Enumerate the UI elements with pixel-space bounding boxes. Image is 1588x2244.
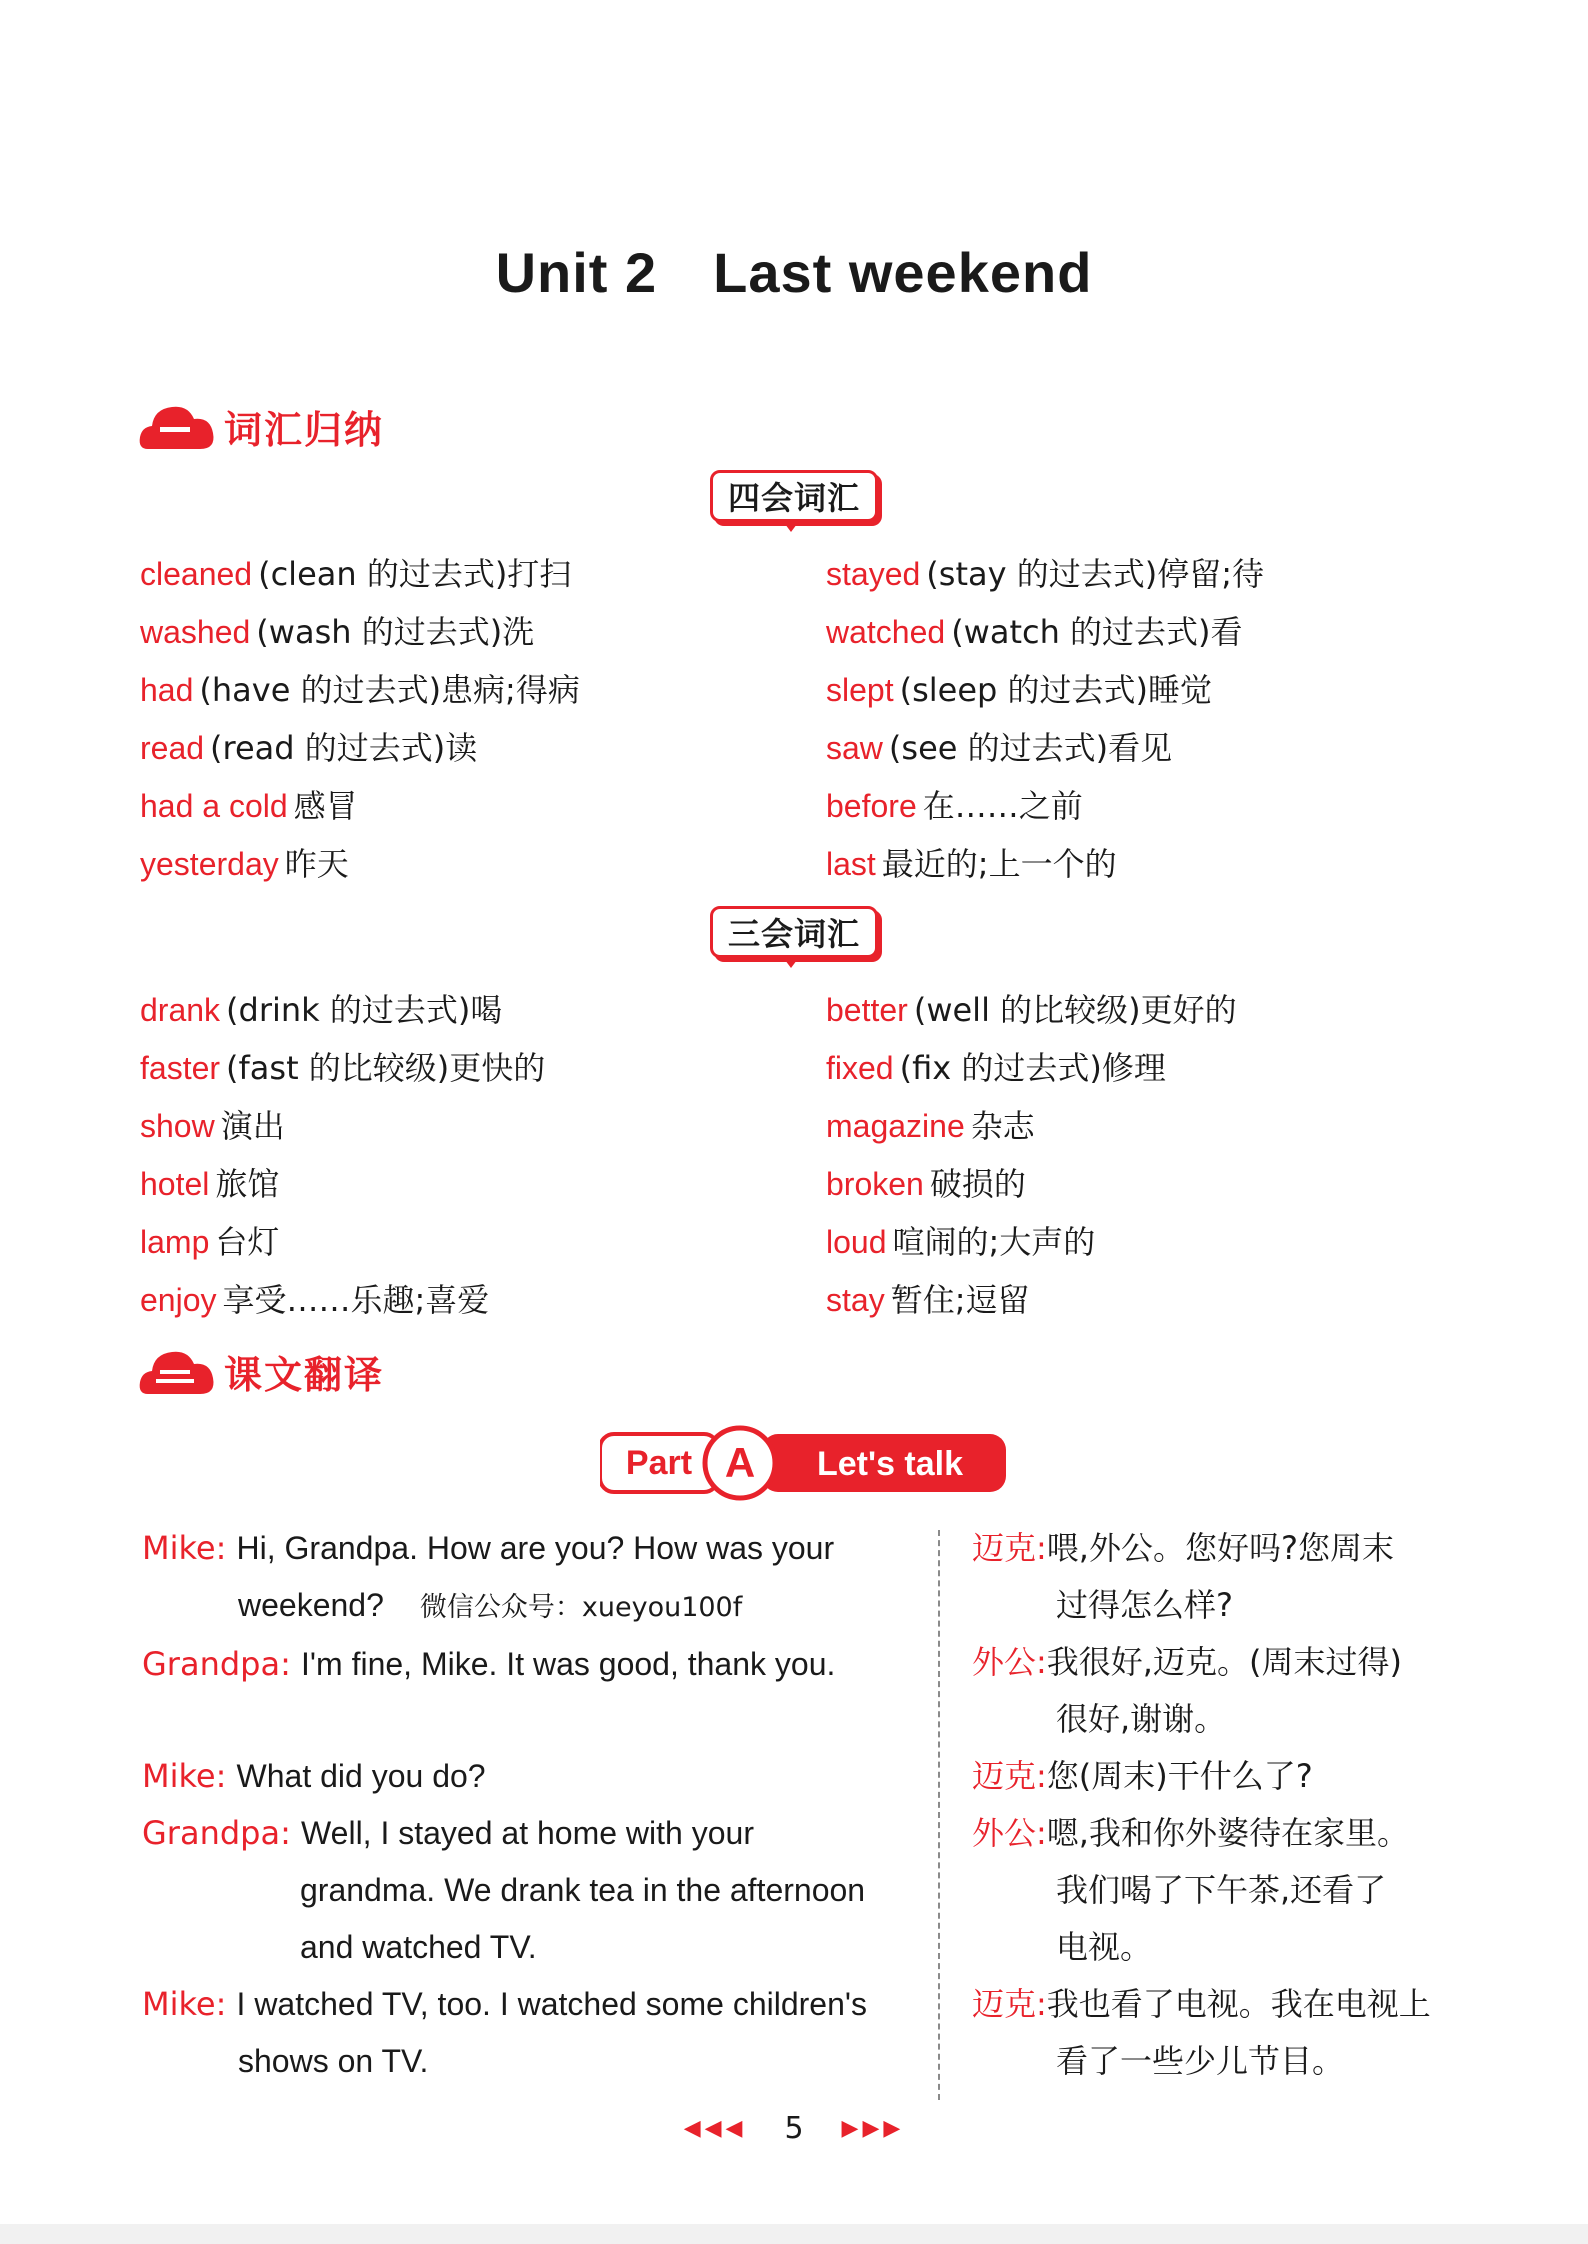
- dialogue-line: 迈克:喂,外公。您好吗?您周末: [972, 1529, 1394, 1567]
- page-footer: [0, 2110, 1588, 2146]
- next-arrows-icon: ▶▶▶: [841, 2116, 905, 2141]
- speaker-label: 迈克:: [972, 1529, 1047, 1567]
- dialogue-line: and watched TV.: [300, 1929, 537, 1965]
- dialogue-line: shows on TV.: [238, 2043, 429, 2079]
- speaker-label: Grandpa:: [142, 1645, 291, 1683]
- vocab-item: stay 暂住;逗留: [826, 1281, 1030, 1319]
- vocab-item: fixed (fix 的过去式)修理: [826, 1049, 1166, 1087]
- vocab-three-left: [140, 981, 545, 1329]
- part-label: Part: [625, 1444, 693, 1482]
- vocab-item: show 演出: [140, 1107, 285, 1145]
- vocab-item: watched (watch 的过去式)看: [826, 613, 1243, 651]
- vocab-item: lamp 台灯: [140, 1223, 280, 1261]
- dialogue-line: Mike: What did you do?: [142, 1757, 486, 1795]
- part-letter: A: [724, 1439, 756, 1486]
- part-title: Let's talk: [816, 1445, 964, 1483]
- speaker-label: 外公:: [972, 1814, 1047, 1852]
- vocab-item: yesterday 昨天: [140, 845, 349, 883]
- tag-four-skills-label: 四会词汇: [710, 470, 878, 522]
- vocab-four-left: [140, 545, 580, 893]
- page-title: [0, 240, 1588, 305]
- speaker-label: 迈克:: [972, 1985, 1047, 2023]
- section-vocab-heading: [138, 395, 384, 457]
- speaker-label: 外公:: [972, 1643, 1047, 1681]
- vocab-item: last 最近的;上一个的: [826, 845, 1117, 883]
- speaker-label: 迈克:: [972, 1757, 1047, 1795]
- vocab-item: washed (wash 的过去式)洗: [140, 613, 535, 651]
- dialogue-chinese: [972, 1520, 1472, 2090]
- vocab-item: had (have 的过去式)患病;得病: [140, 671, 580, 709]
- tag-three-skills: [710, 906, 880, 962]
- vocab-item: faster (fast 的比较级)更快的: [140, 1049, 546, 1087]
- vocab-item: better (well 的比较级)更好的: [826, 991, 1237, 1029]
- tag-three-skills-label: 三会词汇: [710, 906, 878, 958]
- vocab-item: read (read 的过去式)读: [140, 729, 478, 767]
- vocab-item: saw (see 的过去式)看见: [826, 729, 1173, 767]
- vocab-item: cleaned (clean 的过去式)打扫: [140, 555, 572, 593]
- vocab-item: before 在……之前: [826, 787, 1083, 825]
- cloud-badge-icon: [138, 401, 216, 451]
- speaker-label: Mike:: [142, 1757, 227, 1795]
- dialogue-line: 迈克:我也看了电视。我在电视上: [972, 1985, 1431, 2023]
- vocab-item: had a cold 感冒: [140, 787, 358, 825]
- dialogue-line: 很好,谢谢。: [1056, 1700, 1227, 1738]
- section-translation-label: 课文翻译: [224, 1352, 385, 1397]
- vocab-item: drank (drink 的过去式)喝: [140, 991, 503, 1029]
- unit-name: Last weekend: [713, 241, 1093, 304]
- dialogue-english: [142, 1520, 912, 2090]
- tag-four-skills: [710, 470, 880, 526]
- dialogue-line: 过得怎么样?: [1056, 1586, 1233, 1624]
- part-a-banner-graphic: [600, 1420, 1010, 1520]
- section-vocab-label: 词汇归纳: [224, 407, 385, 452]
- vocab-three-right: [826, 981, 1237, 1329]
- vocab-item: magazine 杂志: [826, 1107, 1035, 1145]
- column-divider: [938, 1530, 940, 2100]
- dialogue-line: Mike: I watched TV, too. I watched some children's: [142, 1985, 867, 2023]
- prev-arrows-icon: ◀◀◀: [683, 2116, 747, 2141]
- speaker-label: Mike:: [142, 1529, 227, 1567]
- vocab-item: slept (sleep 的过去式)睡觉: [826, 671, 1212, 709]
- vocab-item: loud 喧闹的;大声的: [826, 1223, 1096, 1261]
- dialogue-line: grandma. We drank tea in the afternoon: [300, 1872, 866, 1908]
- vocab-item: enjoy 享受……乐趣;喜爱: [140, 1281, 490, 1319]
- vocab-item: stayed (stay 的过去式)停留;待: [826, 555, 1264, 593]
- unit-number: Unit 2: [495, 241, 658, 304]
- dialogue-line: 电视。: [1056, 1928, 1153, 1966]
- dialogue-line: 外公:嗯,我和你外婆待在家里。: [972, 1814, 1409, 1852]
- speaker-label: Mike:: [142, 1985, 227, 2023]
- dialogue-line: Mike: Hi, Grandpa. How are you? How was your: [142, 1529, 835, 1567]
- vocab-item: broken 破损的: [826, 1165, 1026, 1203]
- scan-edge: [0, 2224, 1588, 2244]
- section-translation-heading: [138, 1340, 384, 1402]
- dialogue-line: 看了一些少儿节目。: [1056, 2042, 1345, 2080]
- dialogue-line: weekend? 微信公众号：xueyou100f: [238, 1587, 743, 1623]
- speaker-label: Grandpa:: [142, 1814, 291, 1852]
- part-a-banner: [600, 1420, 1010, 1520]
- dialogue-line: Grandpa: I'm fine, Mike. It was good, thank you.: [142, 1645, 836, 1683]
- page-number: 5: [784, 2111, 804, 2146]
- watermark-text: 微信公众号：xueyou100f: [419, 1592, 743, 1623]
- dialogue-line: 我们喝了下午茶,还看了: [1056, 1871, 1387, 1909]
- cloud-badge-icon: [138, 1346, 216, 1396]
- vocab-item: hotel 旅馆: [140, 1165, 280, 1203]
- vocab-four-right: [826, 545, 1264, 893]
- dialogue-line: Grandpa: Well, I stayed at home with your: [142, 1814, 754, 1852]
- dialogue-line: 迈克:您(周末)干什么了?: [972, 1757, 1313, 1795]
- dialogue-line: 外公:我很好,迈克。(周末过得): [972, 1643, 1402, 1681]
